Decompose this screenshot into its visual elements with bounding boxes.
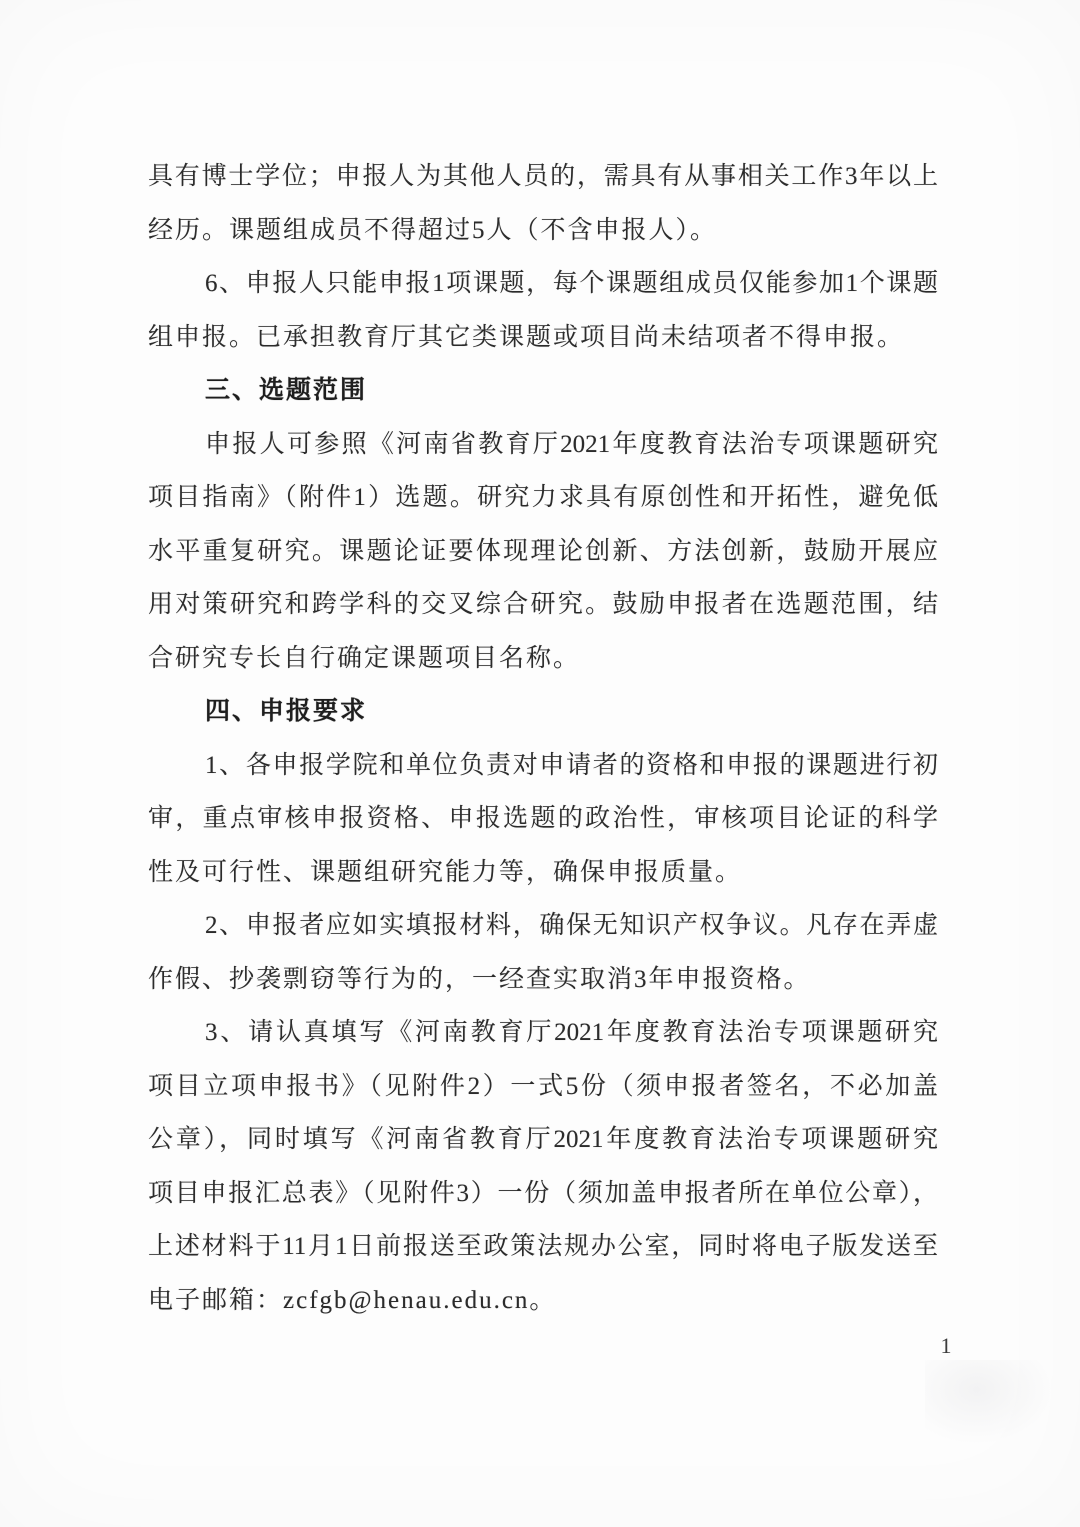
text-line: 3、请认真填写《河南教育厅2021年度教育法治专项课题研究 [205,1019,938,1046]
section-heading [148,685,938,739]
text-line: 经历。课题组成员不得超过5人（不含申报人）。 [148,216,718,244]
text-line: 三、选题范围 [205,377,368,404]
text-line: 项目立项申报书》（见附件2）一式5份（须申报者签名，不必加盖 [148,1072,938,1100]
text-line: 组申报。已承担教育厅其它类课题或项目尚未结项者不得申报。 [148,323,905,351]
paragraph [148,899,938,1006]
text-line: 1、各申报学院和单位负责对申请者的资格和申报的课题进行初 [205,751,938,779]
paragraph [148,739,938,900]
document-body [148,150,938,1327]
paragraph [148,257,938,364]
text-line: 四、申报要求 [205,698,368,725]
text-line: 审，重点审核申报资格、申报选题的政治性，审核项目论证的科学 [148,805,938,832]
text-line: 项目指南》（附件1）选题。研究力求具有原创性和开拓性，避免低 [148,484,938,511]
text-line: 作假、抄袭剽窃等行为的，一经查实取消3年申报资格。 [148,965,811,993]
text-line: 2、申报者应如实填报材料，确保无知识产权争议。凡存在弄虚 [205,912,938,939]
text-line: 上述材料于11月1日前报送至政策法规办公室，同时将电子版发送至 [148,1233,938,1260]
text-line: 具有博士学位；申报人为其他人员的，需具有从事相关工作3年以上 [148,163,938,190]
scan-artifact [925,1360,1055,1445]
text-line: 合研究专长自行确定课题项目名称。 [148,644,581,672]
text-line: 申报人可参照《河南省教育厅2021年度教育法治专项课题研究 [205,430,938,458]
text-line: 6、申报人只能申报1项课题，每个课题组成员仅能参加1个课题 [205,270,938,297]
paragraph [148,418,938,686]
text-line: 项目申报汇总表》（见附件3）一份（须加盖申报者所在单位公章）， [148,1179,938,1207]
paragraph [148,150,938,257]
text-line: 性及可行性、课题组研究能力等，确保申报质量。 [148,858,743,886]
section-heading [148,364,938,418]
text-line: 公章），同时填写《河南省教育厅2021年度教育法治专项课题研究 [148,1126,938,1153]
page-number: 1 [940,1333,952,1358]
text-line: 水平重复研究。课题论证要体现理论创新、方法创新，鼓励开展应 [148,537,938,565]
paragraph [148,1006,938,1327]
text-line: 用对策研究和跨学科的交叉综合研究。鼓励申报者在选题范围，结 [148,591,938,618]
text-line: 电子邮箱：zcfgb@henau.edu.cn。 [148,1286,557,1314]
